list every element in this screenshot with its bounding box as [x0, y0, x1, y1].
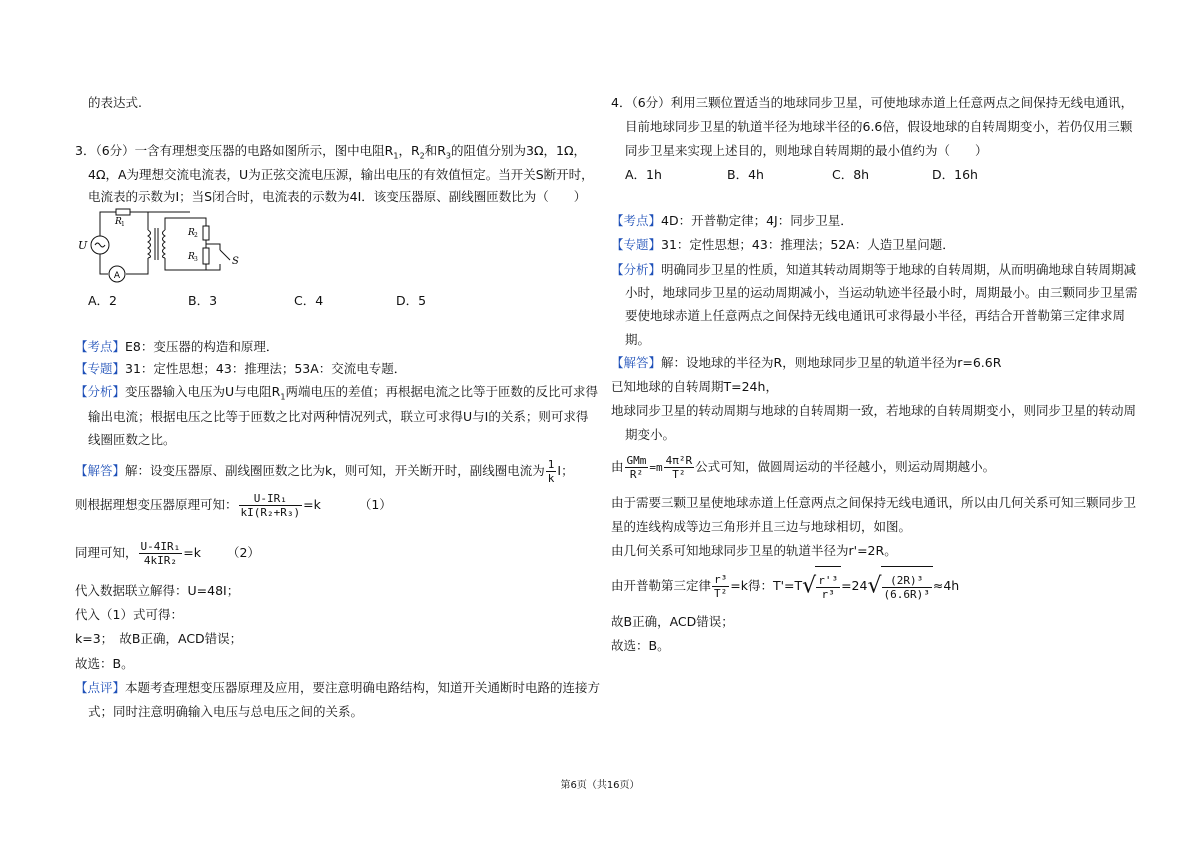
- equation-1: 则根据理想变压器原理可知： $\frac{\text{U-IR₁}}{\text{kI(R₂+R₃)}}$ =k （1）: [75, 492, 392, 519]
- step-2b: 期变小。: [625, 427, 676, 442]
- fenxi-line3: 要使地球赤道上任意两点之间保持无线电通讯可求得最小半径，再结合开普勒第三定律求周: [625, 308, 1126, 323]
- r2-label: R: [188, 228, 195, 238]
- step-3: k=3； 故B正确，ACD错误；: [75, 631, 243, 646]
- fenxi-line4: 期。: [625, 332, 651, 347]
- equation-gravity: 由 $\frac{\text{GMm}}{\text{R²}}$ =m $\frac{\text{4π²R}}{\text{T²}}$ 公式可知，做圆周运动的半径越小，则运动周期越小。: [611, 454, 996, 481]
- option-a: A．2: [88, 293, 118, 308]
- step-4: 由几何关系可知地球同步卫星的轨道半径为r'=2R。: [611, 543, 897, 558]
- kaodian: 【考点】4D：开普勒定律；4J：同步卫星．: [611, 213, 853, 228]
- fenxi-line2: 小时，地球同步卫星的运动周期减小，当运动轨迹半径最小时，周期最小。由三颗同步卫星需: [625, 285, 1138, 300]
- fenxi-line2: 输出电流；根据电压之比等于匝数之比对两种情况列式，联立可求得U与I的关系；则可求得: [88, 409, 589, 424]
- continuation-text: 的表达式.: [88, 95, 142, 110]
- question-4-line1: 4．（6分）利用三颗位置适当的地球同步卫星，可使地球赤道上任意两点之间保持无线电通讯，: [611, 95, 1134, 110]
- dianping-line1: 【点评】本题考查理想变压器原理及应用，要注意明确电路结构，知道开关通断时电路的连接方: [75, 680, 601, 695]
- jieda-line1: 【解答】解：设地球的半径为R，则地球同步卫星的轨道半径为r=6.6R: [611, 355, 1002, 370]
- ammeter-label: A: [113, 271, 121, 281]
- question-3-line2: 4Ω，A为理想交流电流表，U为正弦交流电压源，输出电压的有效值恒定。当开关S断开时，: [88, 167, 594, 182]
- option-a: A．1h: [625, 167, 662, 182]
- r1-label: R: [115, 217, 122, 227]
- zhuanti: 【专题】31：定性思想；43：推理法；52A：人造卫星问题．: [611, 237, 955, 252]
- step-3a: 由于需要三颗卫星使地球赤道上任意两点之间保持无线电通讯，所以由几何关系可知三颗同步卫: [611, 495, 1137, 510]
- svg-text:1: 1: [121, 221, 125, 228]
- step-1: 已知地球的自转周期T=24h，: [611, 379, 778, 394]
- fenxi-line1: 【分析】变压器输入电压为U与电阻$R_1$两端电压的差值；再根据电流之比等于匝数的反比可求得: [75, 384, 598, 402]
- u-label: U: [78, 239, 88, 252]
- transformer-circuit-diagram: [70, 208, 255, 288]
- fenxi-line1: 【分析】明确同步卫星的性质，知道其转动周期等于地球的自转周期，从而明确地球自转周期减: [611, 262, 1137, 277]
- equation-kepler: 由开普勒第三定律 $\frac{\text{r³}}{\text{T²}}$ =k得：T'=T√ $\frac{\text{r'³}}{\text{r³}}$ =24√ $\frac{\text{(2R)³}}{\text{(6.6R)³}}$ ≈4h: [611, 566, 959, 607]
- equation-2: 同理可知， $\frac{\text{U-4IR₁}}{\text{4kIR₂}}$ =k （2）: [75, 540, 260, 567]
- question-3-line1: 3．（6分）一含有理想变压器的电路如图所示，图中电阻$R_1$，$R_2$和$R_3$的阻值分别为3Ω，1Ω，: [75, 143, 587, 161]
- r3-label: R: [188, 252, 195, 262]
- step-2: 代入（1）式可得：: [75, 607, 183, 622]
- question-4-line2: 目前地球同步卫星的轨道半径为地球半径的6.6倍，假设地球的自转周期变小，若仍仅用三颗: [625, 119, 1133, 134]
- option-c: C．8h: [832, 167, 870, 182]
- kaodian: 【考点】E8：变压器的构造和原理．: [75, 339, 279, 354]
- option-d: D．16h: [932, 167, 978, 182]
- dianping-line2: 式；同时注意明确输入电压与总电压之间的关系。: [88, 704, 364, 719]
- question-3-line3: 电流表的示数为I；当S闭合时，电流表的示数为4I．该变压器原、副线圈匝数比为（ ）: [88, 189, 587, 204]
- fenxi-line3: 线圈匝数之比。: [88, 432, 176, 447]
- zhuanti: 【专题】31：定性思想；43：推理法；53A：交流电专题．: [75, 361, 407, 376]
- step-6: 故选：B。: [611, 638, 670, 653]
- step-4: 故选：B。: [75, 656, 134, 671]
- option-d: D．5: [396, 293, 427, 308]
- step-3b: 星的连线构成等边三角形并且三边与地球相切，如图。: [611, 519, 912, 534]
- step-2a: 地球同步卫星的转动周期与地球的自转周期一致，若地球的自转周期变小，则同步卫星的转动周: [611, 403, 1137, 418]
- step-1: 代入数据联立解得：U=48I；: [75, 583, 240, 598]
- option-b: B．3: [188, 293, 218, 308]
- svg-text:2: 2: [194, 232, 198, 239]
- jieda-line1: 【解答】解：设变压器原、副线圈匝数之比为k，则可知，开关断开时，副线圈电流为 $\frac{1}{k}$ I；: [75, 458, 574, 485]
- s-label: S: [232, 256, 239, 267]
- option-c: C．4: [294, 293, 324, 308]
- question-4-line3: 同步卫星来实现上述目的，则地球自转周期的最小值约为（ ）: [625, 143, 988, 158]
- option-b: B．4h: [727, 167, 764, 182]
- page-footer: 第6页（共16页）: [560, 780, 640, 791]
- svg-text:3: 3: [194, 256, 198, 263]
- step-5: 故B正确，ACD错误；: [611, 614, 734, 629]
